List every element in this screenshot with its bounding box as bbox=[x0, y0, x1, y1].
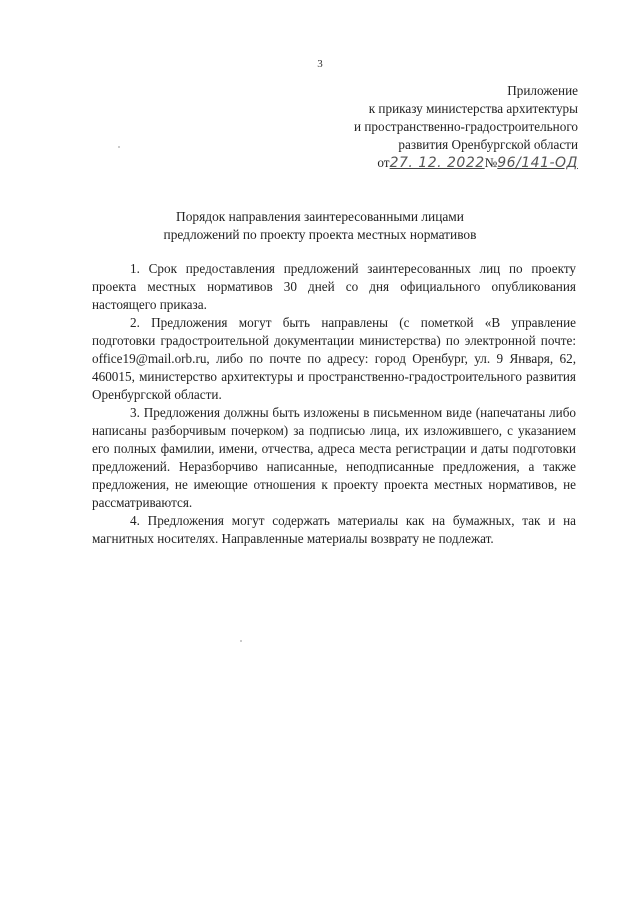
appendix-line-2: к приказу министерства архитектуры bbox=[368, 101, 578, 116]
handwritten-date: 27. 12. 2022 bbox=[389, 155, 485, 171]
paragraph-2: 2. Предложения могут быть направлены (с пометкой «В управление подготовки градостроительной документации министерства) по электронной почте: office19@mail.orb.ru, либо по почте по адресу: город Оренбург, ул. 9 Января, 62, 460015, министерство архитектуры и пространственно-градостроительного развития Оренбургской области. bbox=[92, 315, 576, 402]
handwritten-order-number: 96/141-ОД bbox=[497, 155, 578, 171]
date-prefix: от bbox=[377, 155, 390, 170]
title-line-1: Порядок направления заинтересованными лицами bbox=[176, 209, 464, 224]
appendix-header bbox=[258, 82, 578, 172]
document-body bbox=[92, 260, 576, 548]
title-line-2: предложений по проекту проекта местных нормативов bbox=[163, 227, 477, 242]
scan-speck bbox=[240, 640, 242, 642]
page-number: 3 bbox=[317, 58, 323, 70]
appendix-line-3: и пространственно-градостроительного bbox=[354, 119, 578, 134]
appendix-line-4: развития Оренбургской области bbox=[398, 137, 578, 152]
scan-speck bbox=[118, 146, 120, 148]
order-date-number bbox=[258, 154, 578, 172]
number-prefix: № bbox=[484, 155, 498, 170]
paragraph-4: 4. Предложения могут содержать материалы как на бумажных, так и на магнитных носителях. Направленные материалы возврату не подлежат. bbox=[92, 513, 576, 546]
paragraph-1: 1. Срок предоставления предложений заинтересованных лиц по проекту проекта местных нормативов 30 дней со дня официального опубликования настоящего приказа. bbox=[92, 261, 576, 312]
document-title bbox=[0, 208, 640, 244]
paragraph-3: 3. Предложения должны быть изложены в письменном виде (напечатаны либо написаны разборчивым почерком) за подписью лица, их изложившего, с указанием его полных фамилии, имени, отчества, адреса места регистрации и даты подготовки предложений. Неразборчиво написанные, неподписанные предложения, а также предложения, не имеющие отношения к проекту проекта местных нормативов, не рассматриваются. bbox=[92, 405, 576, 510]
appendix-title: Приложение bbox=[507, 83, 578, 98]
